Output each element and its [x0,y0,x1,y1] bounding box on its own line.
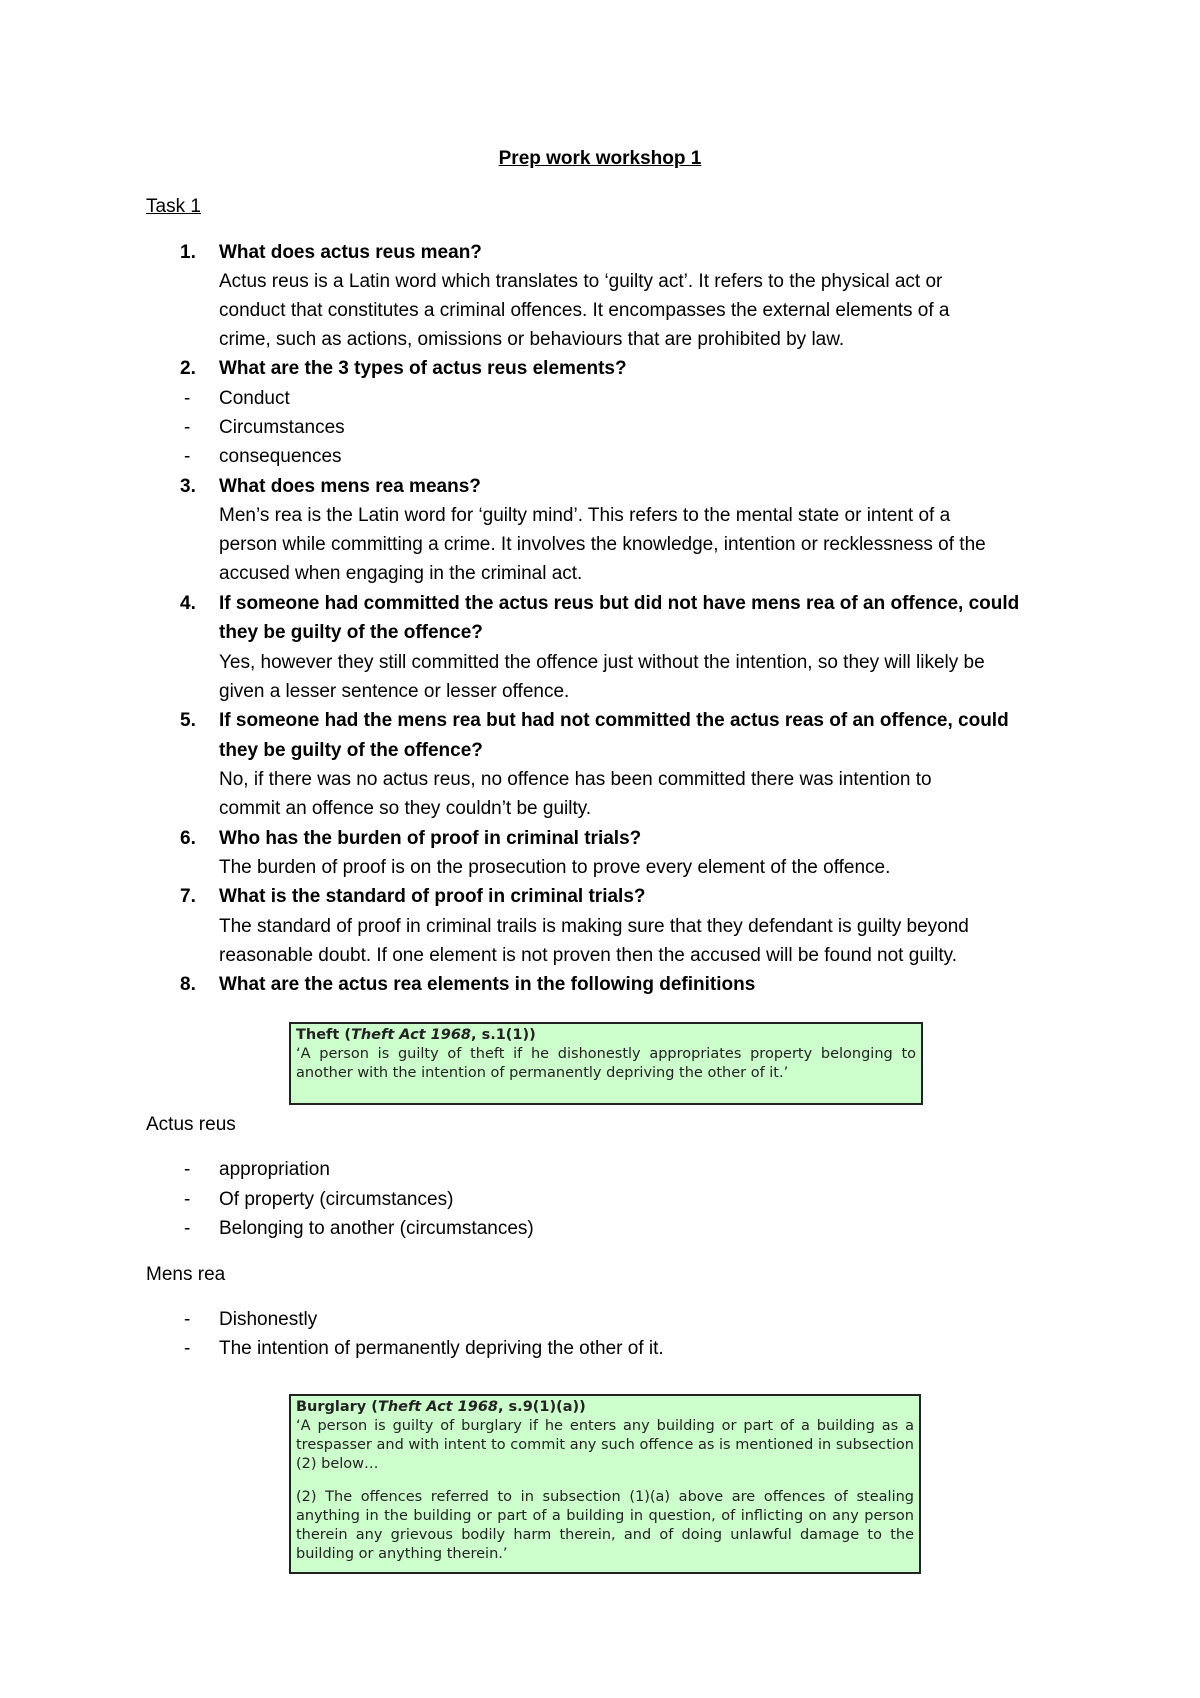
burglary-definition-box [289,1394,921,1574]
answer-line: accused when engaging in the criminal act. [219,563,583,584]
question-number: 2. [180,358,196,379]
dash-bullet: - [184,388,191,409]
answer-line: given a lesser sentence or lesser offence. [219,681,570,702]
list-item: The intention of permanently depriving the other of it. [219,1338,664,1359]
question-text: If someone had committed the actus reus but did not have mens rea of an offence, could [219,593,1020,614]
question-number: 4. [180,593,196,614]
answer-line: Yes, however they still committed the offence just without the intention, so they will likely be [219,652,985,673]
answer-line: crime, such as actions, omissions or behaviours that are prohibited by law. [219,329,845,350]
dash-bullet: - [184,1159,191,1180]
question-text: they be guilty of the offence? [219,622,483,643]
answer-line: reasonable doubt. If one element is not proven then the accused will be found not guilty. [219,945,957,966]
box-title: Theft (Theft Act 1968, s.1(1)) [296,1027,536,1043]
dash-bullet: - [184,417,191,438]
list-item: Belonging to another (circumstances) [219,1218,534,1239]
list-item: appropriation [219,1159,330,1180]
paragraph-gap [296,1474,914,1488]
answer-line: Men’s rea is the Latin word for ‘guilty mind’. This refers to the mental state or intent of a [219,505,951,526]
dash-bullet: - [184,1218,191,1239]
section-heading-actus-reus: Actus reus [146,1114,236,1135]
box-body: ‘A person is guilty of burglary if he enters any building or part of a building as a trespasser and with intent to commit any such offence as is mentioned in subsection (2) below… [296,1418,914,1472]
page-title: Prep work workshop 1 [498,148,702,169]
list-item: Conduct [219,388,290,409]
list-item: Dishonestly [219,1309,318,1330]
question-number: 5. [180,710,196,731]
question-number: 1. [180,242,196,263]
dash-bullet: - [184,1338,191,1359]
box-title: Burglary (Theft Act 1968, s.9(1)(a)) [296,1399,586,1415]
question-number: 7. [180,886,196,907]
question-number: 6. [180,828,196,849]
list-item: Of property (circumstances) [219,1189,454,1210]
answer-line: The burden of proof is on the prosecution to prove every element of the offence. [219,857,891,878]
question-text: What are the actus rea elements in the following definitions [219,974,756,995]
dash-bullet: - [184,1309,191,1330]
box-body: ‘A person is guilty of theft if he dishonestly appropriates property belonging to another with the intention of permanently depriving the other of it.’ [296,1046,916,1081]
question-text: they be guilty of the offence? [219,740,483,761]
list-item: Circumstances [219,417,345,438]
answer-line: conduct that constitutes a criminal offences. It encompasses the external elements of a [219,300,950,321]
answer-line: Actus reus is a Latin word which translates to ‘guilty act’. It refers to the physical act or [219,271,943,292]
question-text: What are the 3 types of actus reus elements? [219,358,627,379]
question-number: 3. [180,476,196,497]
section-heading-mens-rea: Mens rea [146,1264,226,1285]
theft-definition-box [289,1022,923,1105]
answer-line: The standard of proof in criminal trails is making sure that they defendant is guilty beyond [219,916,969,937]
question-text: Who has the burden of proof in criminal trials? [219,828,642,849]
box-body: (2) The offences referred to in subsection (1)(a) above are offences of stealing anything in the building or part of a building in question, of inflicting on any person therein any grievous bodily harm therein, and of doing unlawful damage to the building or anything therein.’ [296,1489,914,1562]
question-number: 8. [180,974,196,995]
question-text: What is the standard of proof in criminal trials? [219,886,646,907]
question-text: If someone had the mens rea but had not committed the actus reas of an offence, could [219,710,1009,731]
answer-line: commit an offence so they couldn’t be guilty. [219,798,592,819]
task-heading: Task 1 [146,196,201,217]
answer-line: person while committing a crime. It involves the knowledge, intention or recklessness of the [219,534,986,555]
dash-bullet: - [184,446,191,467]
answer-line: No, if there was no actus reus, no offence has been committed there was intention to [219,769,932,790]
list-item: consequences [219,446,342,467]
question-text: What does mens rea means? [219,476,481,497]
question-text: What does actus reus mean? [219,242,482,263]
dash-bullet: - [184,1189,191,1210]
